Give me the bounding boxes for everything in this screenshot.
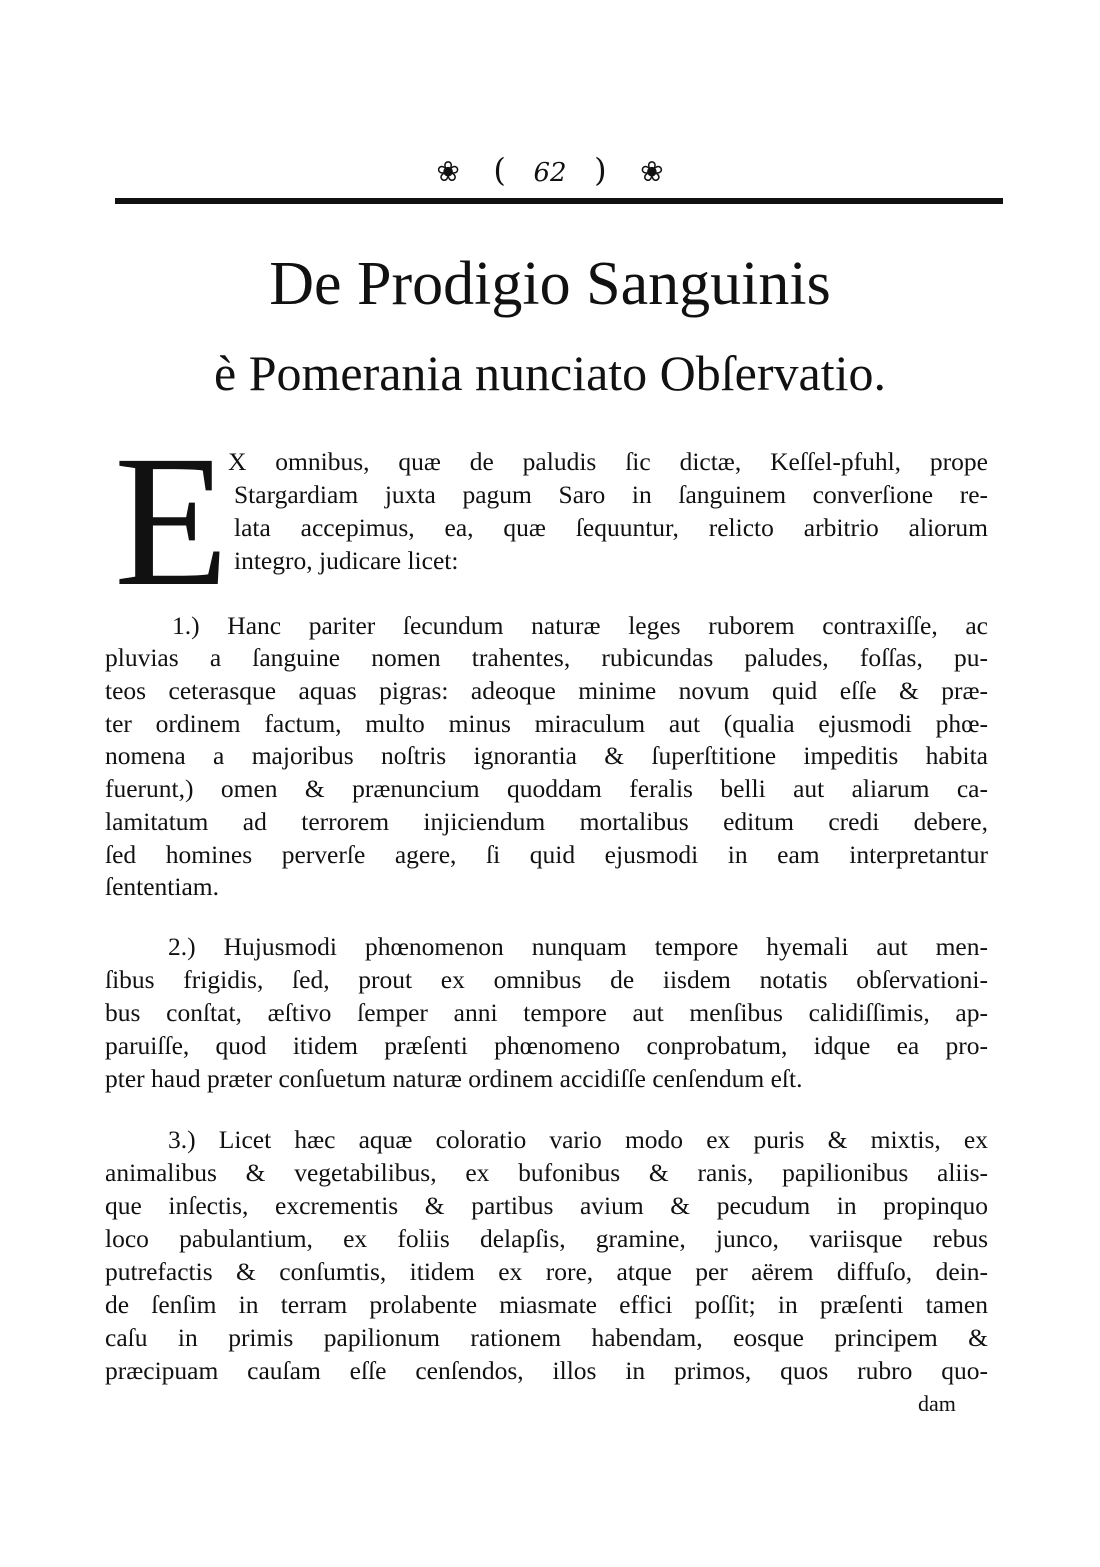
- page-number: 62: [533, 158, 567, 188]
- para1-line: pluvias a ſanguine nomen trahentes, rubicundas paludes, foſſas, pu-: [105, 643, 988, 672]
- para3-line: animalibus & vegetabilibus, ex bufonibus & ranis, papilionibus aliis-: [105, 1158, 988, 1187]
- para3-line: caſu in primis papilionum rationem habendam, eosque principem &: [105, 1323, 988, 1352]
- page-number-close-paren: ): [594, 151, 607, 189]
- catchword: dam: [918, 1391, 956, 1416]
- para3-line: que inſectis, excrementis & partibus avium & pecudum in propinquo: [105, 1191, 988, 1220]
- fleuron-right-icon: ❀: [640, 155, 664, 188]
- para2-line: paruiſſe, quod itidem præſenti phœnomeno conprobatum, idque ea pro-: [105, 1031, 988, 1060]
- para3-line: præcipuam cauſam eſſe cenſendos, illos in primos, quos rubro quo-: [105, 1356, 988, 1385]
- para3-line: 3.) Licet hæc aquæ coloratio vario modo ex puris & mixtis, ex: [168, 1125, 988, 1154]
- para2-line: pter haud præter conſuetum naturæ ordinem accidiſſe cenſendum eſt.: [105, 1064, 803, 1093]
- intro-line: Stargardiam juxta pagum Saro in ſanguinem converſione re-: [234, 480, 988, 509]
- para3-line: putrefactis & conſumtis, itidem ex rore, atque per aërem diffuſo, dein-: [105, 1257, 988, 1286]
- para3-line: de ſenſim in terram prolabente miasmate effici poſſit; in præſenti tamen: [105, 1290, 988, 1319]
- intro-line: X omnibus, quæ de paludis ſic dictæ, Keſſel-pfuhl, prope: [228, 447, 988, 476]
- fleuron-left-icon: ❀: [436, 155, 460, 188]
- para1-line: nomena a majoribus noſtris ignorantia & ſuperſtitione impeditis habita: [105, 741, 988, 770]
- para2-line: bus conſtat, æſtivo ſemper anni tempore aut menſibus calidiſſimis, ap-: [105, 998, 988, 1027]
- drop-cap: E: [114, 416, 229, 625]
- article-subtitle: è Pomerania nunciato Obſervatio.: [214, 345, 886, 401]
- intro-line: integro, judicare licet:: [234, 546, 459, 575]
- para1-line: ter ordinem factum, multo minus miraculum aut (qualia ejusmodi phœ-: [105, 709, 988, 738]
- para1-line: lamitatum ad terrorem injiciendum mortalibus editum credi debere,: [105, 807, 988, 836]
- para1-line: fuerunt,) omen & prænuncium quoddam feralis belli aut aliarum ca-: [105, 774, 988, 803]
- para1-line: 1.) Hanc pariter ſecundum naturæ leges ruborem contraxiſſe, ac: [172, 611, 988, 640]
- intro-line: lata accepimus, ea, quæ ſequuntur, relicto arbitrio aliorum: [234, 513, 988, 542]
- page-number-open-paren: (: [493, 151, 506, 189]
- para1-line: ſed homines perverſe agere, ſi quid ejusmodi in eam interpretantur: [105, 840, 988, 869]
- article-title: De Prodigio Sanguinis: [269, 250, 831, 318]
- para1-line: ſententiam.: [105, 872, 220, 901]
- para2-line: 2.) Hujusmodi phœnomenon nunquam tempore hyemali aut men-: [168, 932, 988, 961]
- para3-line: loco pabulantium, ex foliis delapſis, gramine, junco, variisque rebus: [105, 1224, 988, 1253]
- para1-line: teos ceterasque aquas pigras: adeoque minime novum quid eſſe & præ-: [105, 676, 988, 705]
- para2-line: ſibus frigidis, ſed, prout ex omnibus de iisdem notatis obſervationi-: [105, 965, 988, 994]
